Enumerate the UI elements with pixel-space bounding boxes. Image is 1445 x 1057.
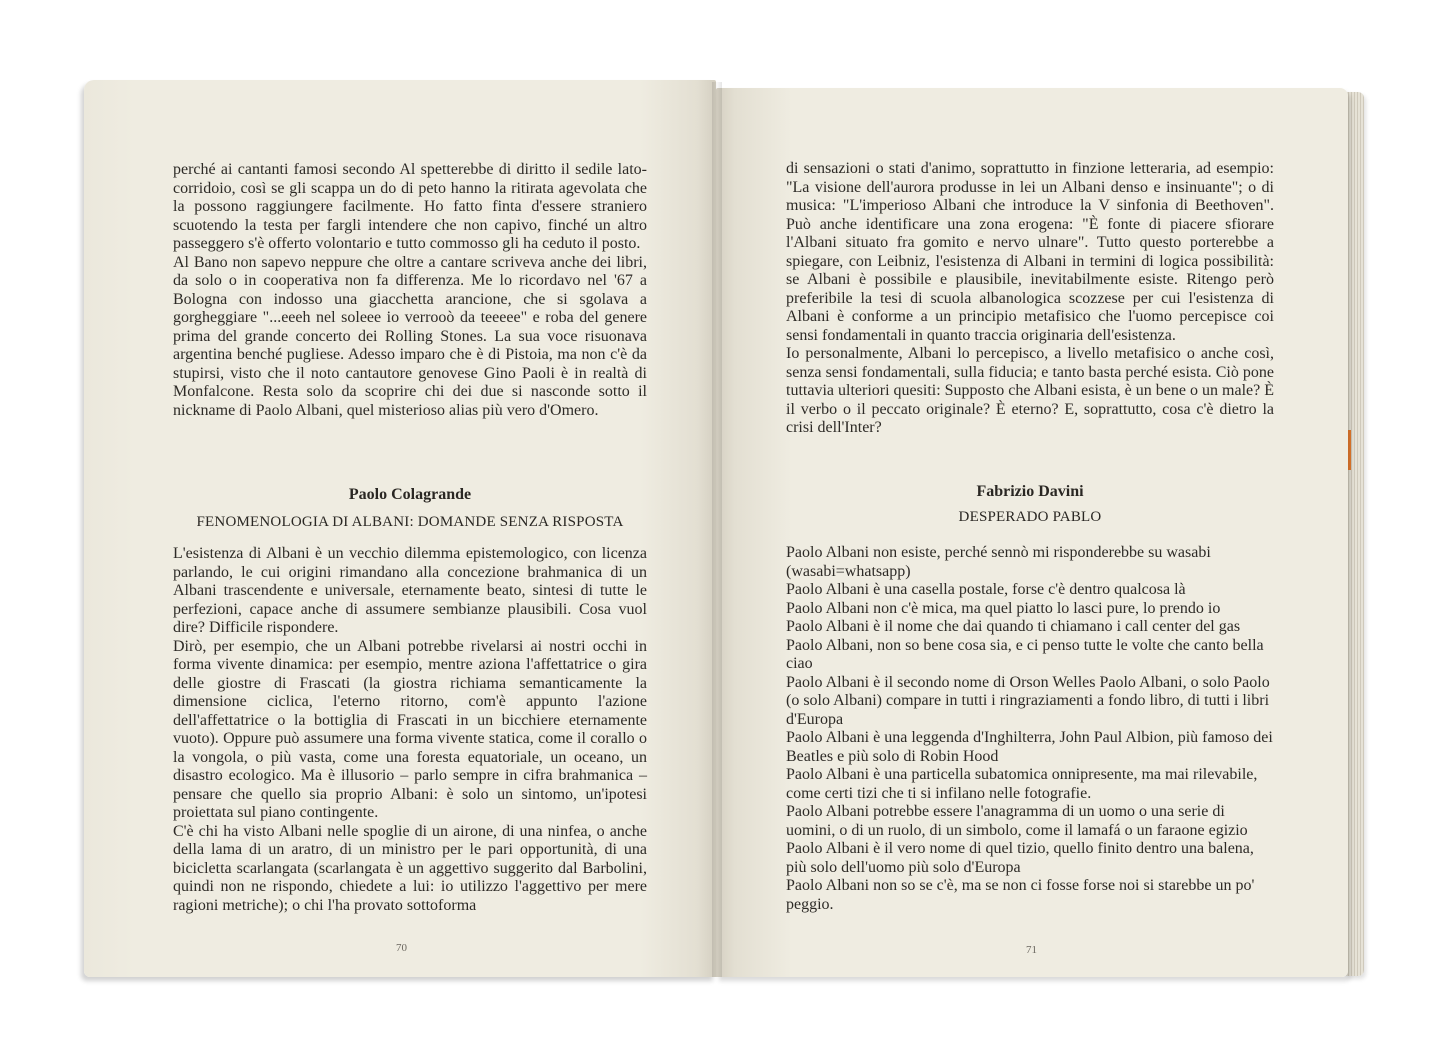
paragraph: Paolo Albani è una casella postale, forse c'è dentro qualcosa là	[786, 581, 1186, 598]
paragraph: Paolo Albani è il vero nome di quel tizio, quello finito dentro una balena, più solo dell'uomo più solo d'Europa	[786, 840, 1254, 876]
book-gutter	[712, 82, 722, 977]
right-essay-title: DESPERADO PABLO	[958, 509, 1102, 525]
page-number-right: 71	[1026, 944, 1037, 956]
left-page-essay-text	[173, 545, 647, 915]
paragraph: C'è chi ha visto Albani nelle spoglie di un airone, di una ninfea, o anche della lama di un aratro, di un ministro per le pari opportunità, di una bicicletta scarlangata (scarlangata è un aggettivo suggerito dal Barbolini, quindi non ne rispondo, chiedete a lui: io utilizzo l'aggettivo per mere ragioni metriche); o chi l'ha provato sottoforma	[173, 822, 647, 914]
paragraph: di sensazioni o stati d'animo, soprattutto in finzione letteraria, ad esempio: "La visione dell'aurora produsse in lei un Albani denso e insinuante"; o di musica: "L'imperioso Albani che introduce la V sinfonia di Beethoven". Può anche identificare una zona erogena: "È fonte di piacere sfiorare l'Albani situato fra gomito e nervo ulnare". Tutto questo porterebbe a spiegare, con Leibniz, l'esistenza di Albani in termini di logica possibilità: se Albani è possibile e plausibile, inevitabilmente esiste. Ritengo però preferibile la tesi di scuola albanologica scozzese per cui l'esistenza di Albani è conforme a un principio metafisico che l'uomo percepisce coi sensi fondamentali in quanto traccia originaria dell'esistenza.	[786, 160, 1274, 344]
paragraph: Io personalmente, Albani lo percepisco, a livello metafisico o anche così, senza sensi fondamentali, sulla fiducia; e tanto basta perché esista. Ciò pone tuttavia ulteriori quesiti: Supposto che Albani esista, è un bene o un male? È il verbo o il peccato originale? È eterno? E, soprattutto, cosa c'è dietro la crisi dell'Inter?	[786, 345, 1274, 436]
paragraph: Dirò, per esempio, che un Albani potrebbe rivelarsi ai nostri occhi in forma vivente dinamica: per esempio, mentre aziona l'affettatrice o gira delle giostre di Frascati (la giostra richiama semanticamente la dimensione ciclica, l'eterno ritorno, com'è appunto l'azione dell'affettatrice o la bottiglia di Frascati in un bicchiere eternamente vuoto). Oppure può assumere una forma vivente statica, come il corallo o la vongola, o più vasta, come una foresta equatoriale, un oceano, un disastro ecologico. Ma è illusorio – parlo sempre in cifra brahmanica – pensare che quello sia proprio Albani: è solo un sintomo, un'ipotesi proiettata sul piano contingente.	[173, 637, 647, 821]
paragraph: Paolo Albani è il secondo nome di Orson Welles Paolo Albani, o solo Paolo (o solo Albani) compare in tutti i ringraziamenti a fondo libro, di tutti i libri d'Europa	[786, 673, 1270, 728]
paragraph: Paolo Albani non esiste, perché sennò mi risponderebbe su wasabi (wasabi=whatsapp)	[786, 544, 1211, 580]
left-page-top-text	[173, 161, 647, 420]
right-essay-author: Fabrizio Davini	[976, 483, 1084, 500]
paragraph: Paolo Albani è una particella subatomica onnipresente, ma mai rilevabile, come certi tizi che ti si infilano nelle fotografie.	[786, 766, 1258, 802]
right-page-top-text	[786, 160, 1274, 438]
paragraph: perché ai cantanti famosi secondo Al spetterebbe di diritto il sedile lato-corridoio, così se gli scappa un do di peto hanno la ritirata agevolata che la possono raggiungere facilmente. Ho fatto finta d'essere straniero scuotendo la testa per fargli intendere che non capivo, finché un altro passeggero s'è offerto volontario e tutto commosso gli ha ceduto il posto.	[173, 161, 647, 252]
right-page-essay-text	[786, 544, 1274, 914]
paragraph: Paolo Albani è il nome che dai quando ti chiamano i call center del gas	[786, 618, 1241, 635]
left-essay-title: FENOMENOLOGIA DI ALBANI: DOMANDE SENZA RISPOSTA	[196, 514, 624, 530]
paragraph: Paolo Albani è una leggenda d'Inghilterra, John Paul Albion, più famoso dei Beatles e più solo di Robin Hood	[786, 729, 1273, 765]
paragraph: Al Bano non sapevo neppure che oltre a cantare scriveva anche dei libri, da solo o in cooperativa non fa differenza. Me lo ricordavo nel '67 a Bologna con indosso una giacchetta arancione, che si sgolava a gorgheggiare "...eeeh nel soleee io verrooò da teeeee" e roba del genere prima del grande concerto dei Rolling Stones. La sua voce risuonava argentina benché pugliese. Adesso imparo che è di Pistoia, ma non c'è da stupirsi, visto che il noto cantautore genovese Gino Paoli è in realtà di Monfalcone. Resta solo da scoprire chi dei due si nasconde sotto il nickname di Paolo Albani, quel misterioso alias più vero d'Omero.	[173, 253, 647, 419]
paragraph: Paolo Albani potrebbe essere l'anagramma di un uomo o una serie di uomini, o di un ruolo, di un simbolo, come il lamafá o un faraone egizio	[786, 803, 1248, 839]
paragraph: Paolo Albani, non so bene cosa sia, e ci penso tutte le volte che canto bella ciao	[786, 636, 1264, 672]
paragraph: Paolo Albani non so se c'è, ma se non ci fosse forse noi si starebbe un po' peggio.	[786, 877, 1255, 913]
paragraph: L'esistenza di Albani è un vecchio dilemma epistemologico, con licenza parlando, le cui origini rimandano alla concezione brahmanica di un Albani trascendente e universale, eternamente beato, sintesi di tutte le perfezioni, capace anche di assumere sembianze plausibili. Cosa vuol dire? Difficile rispondere.	[173, 545, 647, 636]
page-edges	[1346, 92, 1364, 976]
paragraph: Paolo Albani non c'è mica, ma quel piatto lo lasci pure, lo prendo io	[786, 599, 1221, 617]
left-essay-author: Paolo Colagrande	[348, 486, 472, 503]
page-number-left: 70	[396, 942, 407, 954]
